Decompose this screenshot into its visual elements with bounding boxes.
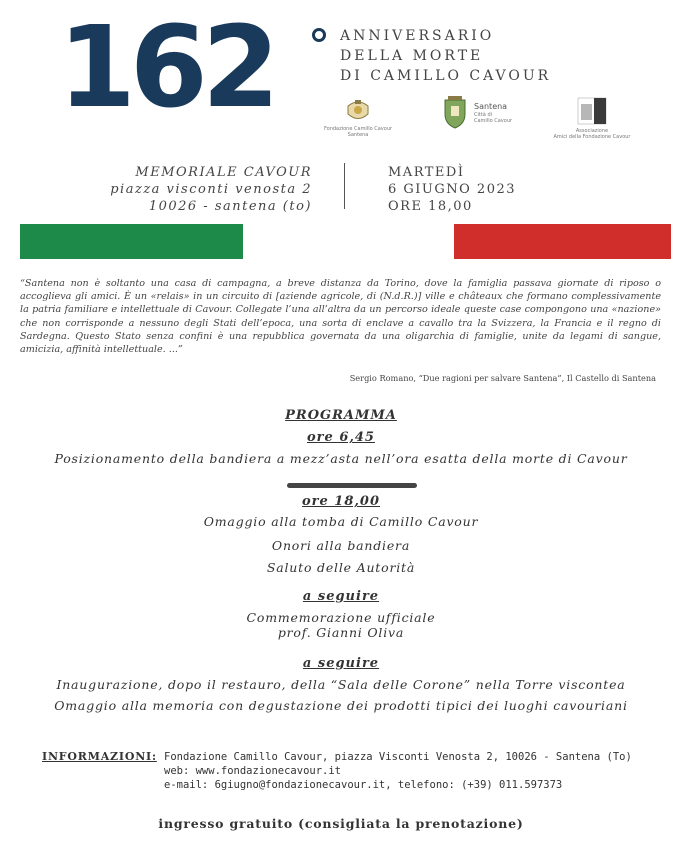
venue-city: 10026 - santena (to) (148, 199, 312, 214)
divider (344, 163, 345, 209)
program-item: Inaugurazione, dopo il restauro, della “Sala delle Corone” nella Torre viscontea (56, 677, 626, 692)
title-line: DELLA MORTE (340, 48, 484, 64)
info-web-link[interactable]: web: www.fondazionecavour.it (164, 765, 342, 777)
crest-icon (344, 96, 372, 124)
program-item: Omaggio alla tomba di Camillo Cavour (203, 514, 479, 529)
degree-symbol (312, 28, 326, 42)
info-address: Fondazione Camillo Cavour, piazza Visconti Venosta 2, 10026 - Santena (To) (164, 751, 632, 763)
programma-title: PROGRAMMA (285, 408, 397, 423)
flag-green-band (20, 224, 243, 259)
program-item: Commemorazione ufficiale (246, 610, 436, 625)
venue-address: piazza visconti venosta 2 (110, 182, 312, 197)
section-heading: a seguire (302, 656, 380, 671)
quote-text: “Santena non è soltanto una casa di campagna, a breve distanza da Torino, dove la famiglia passava giornate di riposo o accoglieva gli amici. È un «relais» in un circuito di [aziende agricole, di (N.d.R.)] ville e châteaux che formano complessivamente la patria familiare e intellettuale di Cavour. Collegate l’una all’altra da un percorso ideale queste case compongono una «nazione» che non corrisponde a nessuno degli Stati dell’epoca, una sorta di enclave a cavallo tra la Svizzera, la Francia e il regno di Sardegna. Questo Stato senza confini è una repubblica governata da una oligarchia di famiglie, unite da legami di sangue, amicizia, affinità intellettuale. ...” (20, 278, 661, 356)
venue-name: MEMORIALE CAVOUR (135, 165, 312, 180)
date-block (388, 164, 516, 215)
logo-name: Santena (474, 102, 508, 111)
fondazione-logo (322, 96, 394, 138)
title-line: DI CAMILLO CAVOUR (340, 68, 552, 84)
event-day: MARTEDÌ (388, 165, 465, 180)
info-block (164, 750, 632, 792)
logo-caption: Fondazione Camillo Cavour (323, 126, 393, 132)
logo-caption: Camillo Cavour (474, 118, 513, 124)
logo-caption: Amici della Fondazione Cavour (553, 134, 631, 140)
event-time: ORE 18,00 (388, 199, 473, 214)
time-heading: ore 6,45 (307, 430, 375, 445)
amici-logo (552, 96, 632, 140)
shield-icon (440, 96, 470, 130)
logo-caption: Santena (347, 132, 369, 138)
brush-divider (287, 483, 417, 488)
footer-note: ingresso gratuito (consigliata la prenotazione) (158, 816, 524, 831)
title-line: ANNIVERSARIO (340, 28, 495, 44)
time-heading: ore 18,00 (301, 494, 381, 509)
anniversary-number: 162 (58, 3, 274, 133)
logo-caption: Associazione (575, 128, 609, 134)
program-item: prof. Gianni Oliva (277, 625, 405, 640)
logo-caption: Città di (474, 112, 493, 118)
venue-block (60, 164, 312, 215)
program-item: Omaggio alla memoria con degustazione dei prodotti tipici dei luoghi cavouriani (54, 698, 628, 713)
program-item: Onori alla bandiera (271, 538, 411, 553)
flag-red-band (454, 224, 671, 259)
info-contact[interactable]: e-mail: 6giugno@fondazionecavour.it, telefono: (+39) 011.597373 (164, 779, 563, 791)
tower-logo-icon (576, 96, 608, 126)
event-date: 6 GIUGNO 2023 (388, 182, 517, 197)
program-item: Saluto delle Autorità (266, 560, 416, 575)
program-item: Posizionamento della bandiera a mezz’asta nell’ora esatta della morte di Cavour (54, 451, 628, 466)
info-label: INFORMAZIONI: (42, 750, 157, 763)
event-title (340, 26, 551, 86)
quote-citation: Sergio Romano, “Due ragioni per salvare Santena”, Il Castello di Santena (349, 373, 656, 383)
section-heading: a seguire (302, 589, 380, 604)
santena-logo (440, 96, 530, 130)
